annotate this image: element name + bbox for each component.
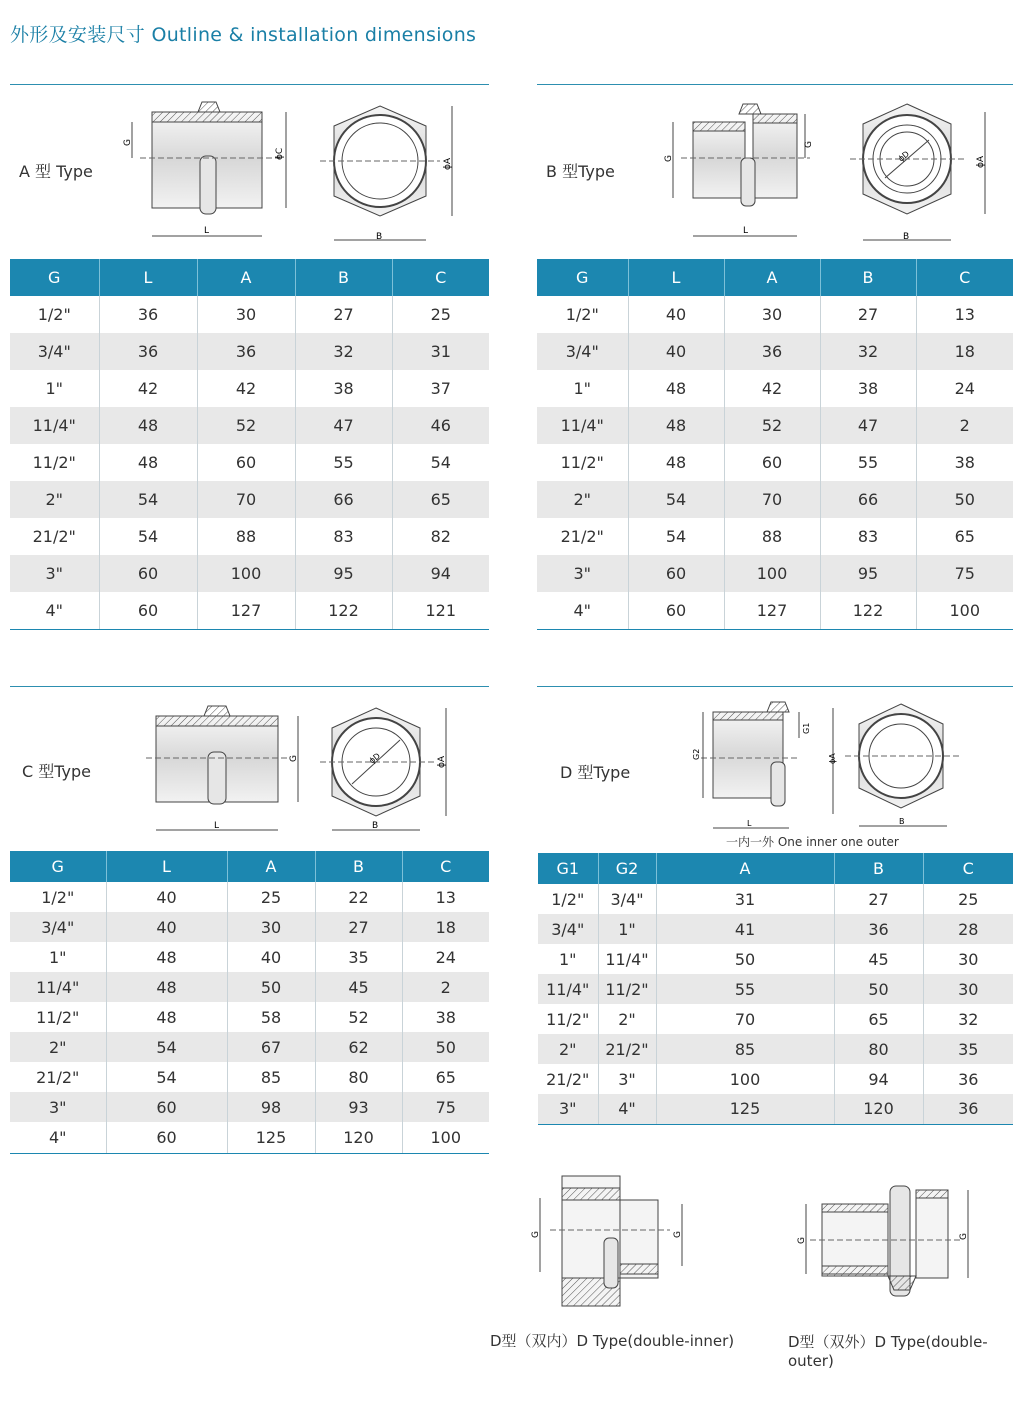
cell: 122 [820, 592, 916, 629]
cell: 11/2" [10, 1002, 106, 1032]
table-header-row [538, 853, 1013, 884]
section-c-label: C 型Type [22, 762, 92, 781]
column-header: B [834, 853, 923, 884]
cell: 100 [402, 1122, 489, 1153]
cell: 4" [598, 1094, 656, 1124]
section-d-rule [537, 686, 1013, 687]
section-c-rule [10, 686, 489, 687]
cell: 1" [538, 944, 598, 974]
cell: 60 [106, 1122, 227, 1153]
cell: 67 [227, 1032, 315, 1062]
table-row [538, 914, 1013, 944]
double-outer-caption: D型（双外）D Type(double-outer) [788, 1333, 988, 1370]
section-b-label: B 型Type [546, 162, 615, 181]
cell: 2" [10, 1032, 106, 1062]
column-header: A [197, 259, 295, 296]
cell: 11/4" [537, 407, 628, 444]
table-row [10, 1032, 489, 1062]
cell: 60 [197, 444, 295, 481]
cell: 65 [392, 481, 489, 518]
cell: 1" [537, 370, 628, 407]
cell: 50 [916, 481, 1013, 518]
table-row [538, 944, 1013, 974]
cell: 3" [537, 555, 628, 592]
dim-b-label: B [903, 232, 910, 242]
cell: 38 [295, 370, 392, 407]
cell: 54 [106, 1062, 227, 1092]
column-header: C [402, 851, 489, 882]
cell: 31 [656, 884, 834, 914]
section-d-drawing [685, 698, 985, 832]
cell: 13 [435, 887, 456, 907]
cell: 127 [197, 592, 295, 629]
dim-g2-label: G [959, 1233, 969, 1240]
cell: 3/4" [598, 884, 656, 914]
cell: 30 [724, 296, 820, 333]
cell: 50 [656, 944, 834, 974]
cell: 3" [538, 1094, 598, 1124]
column-header: L [106, 851, 227, 882]
dim-b-label: B [899, 817, 905, 826]
cell: 11/4" [538, 974, 598, 1004]
dim-l-label: L [214, 821, 220, 831]
cell: 42 [724, 370, 820, 407]
column-header: L [628, 259, 724, 296]
dim-g2-label: G2 [692, 748, 701, 760]
cell: 55 [820, 444, 916, 481]
cell: 94 [834, 1064, 923, 1094]
section-b-table [537, 259, 1013, 630]
cell: 2" [598, 1004, 656, 1034]
column-header: B [295, 259, 392, 296]
dim-a-label: ϕA [443, 157, 453, 170]
column-header: B [315, 851, 402, 882]
section-b-drawing [655, 98, 1000, 248]
cell: 21/2" [538, 1064, 598, 1094]
table-row [537, 444, 1013, 481]
cell: 121 [392, 592, 489, 629]
cell: 32 [820, 333, 916, 370]
cell: 54 [99, 481, 197, 518]
dim-b-label: B [376, 232, 383, 242]
cell: 30 [227, 912, 315, 942]
cell: 45 [315, 972, 402, 1002]
section-d-label: D 型Type [560, 763, 631, 782]
cell: 58 [227, 1002, 315, 1032]
cell: 36 [958, 1069, 979, 1089]
cell: 80 [834, 1034, 923, 1064]
table-row [537, 481, 1013, 518]
table-row [537, 555, 1013, 592]
cell: 1/2" [10, 882, 106, 912]
cell: 70 [656, 1004, 834, 1034]
table-row [538, 1064, 1013, 1094]
cell: 48 [106, 1002, 227, 1032]
cell: 3" [10, 555, 99, 592]
cell: 27 [315, 912, 402, 942]
dim-l-label: L [743, 226, 749, 236]
cell: 38 [435, 1007, 456, 1027]
cell: 45 [834, 944, 923, 974]
cell: 4" [10, 592, 99, 629]
section-a-drawing [120, 98, 460, 248]
cell: 54 [430, 453, 451, 472]
dim-a-label: ϕA [828, 753, 837, 764]
cell: 48 [628, 444, 724, 481]
cell: 125 [227, 1122, 315, 1153]
cell: 55 [656, 974, 834, 1004]
cell: 27 [834, 884, 923, 914]
cell: 65 [954, 527, 975, 546]
cell: 100 [656, 1064, 834, 1094]
cell: 40 [628, 296, 724, 333]
cell: 3" [598, 1064, 656, 1094]
cell: 1/2" [537, 296, 628, 333]
cell: 35 [315, 942, 402, 972]
cell: 35 [923, 1034, 1013, 1064]
cell: 28 [923, 914, 1013, 944]
cell: 2" [10, 481, 99, 518]
cell: 65 [834, 1004, 923, 1034]
column-header: G1 [538, 853, 598, 884]
table-row [538, 1094, 1013, 1124]
dim-g-label: G [123, 139, 133, 146]
cell: 40 [227, 942, 315, 972]
table-row [10, 882, 489, 912]
section-c-table [10, 851, 489, 1154]
cell: 1/2" [10, 296, 99, 333]
cell: 18 [916, 333, 1013, 370]
cell: 3/4" [538, 914, 598, 944]
cell: 60 [724, 444, 820, 481]
cell: 18 [402, 912, 489, 942]
cell: 13 [954, 305, 975, 324]
column-header: B [820, 259, 916, 296]
cell: 82 [430, 527, 451, 546]
cell: 48 [99, 444, 197, 481]
cell: 120 [315, 1122, 402, 1153]
cell: 21/2" [10, 518, 99, 555]
cell: 93 [315, 1092, 402, 1122]
table-row [10, 1002, 489, 1032]
cell: 54 [99, 518, 197, 555]
column-header: G [10, 259, 99, 296]
cell: 1" [10, 370, 99, 407]
cell: 37 [430, 379, 451, 398]
cell: 66 [295, 481, 392, 518]
dim-l-label: L [204, 226, 210, 236]
section-a-rule [10, 84, 489, 85]
table-row [10, 444, 489, 481]
table-header-row [10, 259, 489, 296]
table-row [537, 296, 1013, 333]
cell: 98 [227, 1092, 315, 1122]
cell: 32 [295, 333, 392, 370]
section-a-label: A 型 Type [19, 162, 93, 181]
cell: 2" [537, 481, 628, 518]
cell: 85 [656, 1034, 834, 1064]
cell: 11/4" [10, 972, 106, 1002]
cell: 11/4" [10, 407, 99, 444]
cell: 11/2" [10, 444, 99, 481]
cell: 100 [197, 555, 295, 592]
cell: 60 [106, 1092, 227, 1122]
table-row [538, 1034, 1013, 1064]
cell: 127 [724, 592, 820, 629]
cell: 3/4" [537, 333, 628, 370]
cell: 2 [402, 972, 489, 1002]
cell: 95 [295, 555, 392, 592]
cell: 24 [435, 947, 456, 967]
cell: 52 [197, 407, 295, 444]
cell: 11/2" [598, 974, 656, 1004]
cell: 88 [724, 518, 820, 555]
cell: 60 [628, 592, 724, 629]
dim-a-label: ϕA [437, 755, 447, 768]
cell: 54 [106, 1032, 227, 1062]
cell: 62 [315, 1032, 402, 1062]
cell: 42 [197, 370, 295, 407]
cell: 88 [197, 518, 295, 555]
table-row [10, 555, 489, 592]
double-outer-drawing [790, 1178, 990, 1308]
dim-g-label: G [289, 755, 299, 762]
cell: 46 [392, 407, 489, 444]
cell: 21/2" [10, 1062, 106, 1092]
cell: 75 [916, 555, 1013, 592]
cell: 1/2" [538, 884, 598, 914]
cell: 48 [628, 370, 724, 407]
column-header: G2 [598, 853, 656, 884]
cell: 41 [656, 914, 834, 944]
table-row [10, 296, 489, 333]
cell: 3/4" [10, 912, 106, 942]
cell: 25 [430, 305, 451, 324]
double-inner-caption: D型（双内）D Type(double-inner) [490, 1332, 735, 1350]
cell: 100 [916, 592, 1013, 629]
cell: 54 [628, 518, 724, 555]
cell: 70 [724, 481, 820, 518]
cell: 50 [834, 974, 923, 1004]
cell: 94 [392, 555, 489, 592]
cell: 95 [820, 555, 916, 592]
cell: 1" [10, 942, 106, 972]
table-header-row [537, 259, 1013, 296]
cell: 40 [106, 912, 227, 942]
cell: 24 [954, 379, 975, 398]
cell: 66 [820, 481, 916, 518]
table-row [10, 370, 489, 407]
cell: 60 [99, 592, 197, 629]
dim-c-label: ϕC [275, 147, 285, 160]
cell: 36 [923, 1094, 1013, 1124]
section-d-table [538, 853, 1013, 1125]
cell: 60 [628, 555, 724, 592]
cell: 80 [315, 1062, 402, 1092]
section-a-table [10, 259, 489, 630]
cell: 47 [295, 407, 392, 444]
cell: 50 [227, 972, 315, 1002]
cell: 47 [820, 407, 916, 444]
table-row [10, 518, 489, 555]
cell: 1" [598, 914, 656, 944]
cell: 40 [628, 333, 724, 370]
cell: 11/2" [538, 1004, 598, 1034]
table-row [537, 518, 1013, 555]
section-d-note: 一内一外 One inner one outer [726, 835, 899, 849]
column-header: C [392, 259, 489, 296]
table-row [538, 1004, 1013, 1034]
table-row [10, 407, 489, 444]
dim-d-label: ϕD [367, 751, 383, 766]
cell: 38 [954, 453, 975, 472]
cell: 85 [227, 1062, 315, 1092]
dim-l-label: L [747, 819, 752, 828]
cell: 30 [197, 296, 295, 333]
table-row [10, 333, 489, 370]
cell: 4" [10, 1122, 106, 1153]
table-row [537, 592, 1013, 629]
cell: 75 [402, 1092, 489, 1122]
section-c-drawing [140, 700, 470, 840]
page-title: 外形及安装尺寸 Outline & installation dimensions [10, 24, 477, 46]
cell: 36 [197, 333, 295, 370]
cell: 30 [958, 949, 979, 969]
dim-g-label: G [797, 1237, 807, 1244]
column-header: A [724, 259, 820, 296]
cell: 48 [99, 407, 197, 444]
cell: 65 [435, 1067, 456, 1087]
table-row [537, 407, 1013, 444]
table-row [10, 1122, 489, 1153]
double-inner-drawing [520, 1168, 700, 1318]
cell: 38 [820, 370, 916, 407]
dim-b-label: B [372, 821, 379, 831]
table-row [10, 592, 489, 629]
cell: 122 [295, 592, 392, 629]
section-b-rule [537, 84, 1013, 85]
cell: 27 [820, 296, 916, 333]
cell: 100 [724, 555, 820, 592]
column-header: A [656, 853, 834, 884]
cell: 2 [916, 407, 1013, 444]
column-header: C [916, 259, 1013, 296]
cell: 55 [295, 444, 392, 481]
table-row [10, 972, 489, 1002]
cell: 52 [724, 407, 820, 444]
column-header: C [923, 853, 1013, 884]
cell: 27 [295, 296, 392, 333]
cell: 36 [724, 333, 820, 370]
cell: 31 [392, 333, 489, 370]
cell: 48 [628, 407, 724, 444]
cell: 83 [820, 518, 916, 555]
table-row [10, 1062, 489, 1092]
cell: 36 [834, 914, 923, 944]
table-row [538, 884, 1013, 914]
cell: 11/4" [598, 944, 656, 974]
column-header: G [10, 851, 106, 882]
cell: 125 [656, 1094, 834, 1124]
cell: 48 [106, 972, 227, 1002]
column-header: G [537, 259, 628, 296]
cell: 32 [958, 1009, 979, 1029]
cell: 54 [628, 481, 724, 518]
dim-g1-label: G1 [802, 722, 811, 734]
table-row [10, 942, 489, 972]
cell: 2" [538, 1034, 598, 1064]
dim-g-label: G [664, 155, 674, 162]
cell: 83 [295, 518, 392, 555]
cell: 50 [402, 1032, 489, 1062]
column-header: A [227, 851, 315, 882]
column-header: L [99, 259, 197, 296]
dim-g-label: G [531, 1231, 541, 1238]
cell: 11/2" [537, 444, 628, 481]
cell: 25 [227, 882, 315, 912]
cell: 48 [106, 942, 227, 972]
cell: 25 [958, 889, 979, 909]
table-row [538, 974, 1013, 1004]
dim-a-label: ϕA [976, 155, 986, 168]
table-row [537, 333, 1013, 370]
dim-d-label: ϕD [896, 149, 912, 164]
cell: 3/4" [10, 333, 99, 370]
table-row [10, 912, 489, 942]
cell: 60 [99, 555, 197, 592]
cell: 4" [537, 592, 628, 629]
table-header-row [10, 851, 489, 882]
dim-g2-label: G [673, 1231, 683, 1238]
cell: 21/2" [598, 1034, 656, 1064]
table-row [10, 481, 489, 518]
cell: 36 [99, 296, 197, 333]
cell: 22 [315, 882, 402, 912]
cell: 30 [923, 974, 1013, 1004]
cell: 40 [106, 882, 227, 912]
table-row [10, 1092, 489, 1122]
cell: 52 [315, 1002, 402, 1032]
cell: 42 [99, 370, 197, 407]
cell: 36 [99, 333, 197, 370]
cell: 120 [834, 1094, 923, 1124]
cell: 3" [10, 1092, 106, 1122]
cell: 21/2" [537, 518, 628, 555]
cell: 70 [197, 481, 295, 518]
dim-g2-label: G [804, 141, 814, 148]
table-row [537, 370, 1013, 407]
